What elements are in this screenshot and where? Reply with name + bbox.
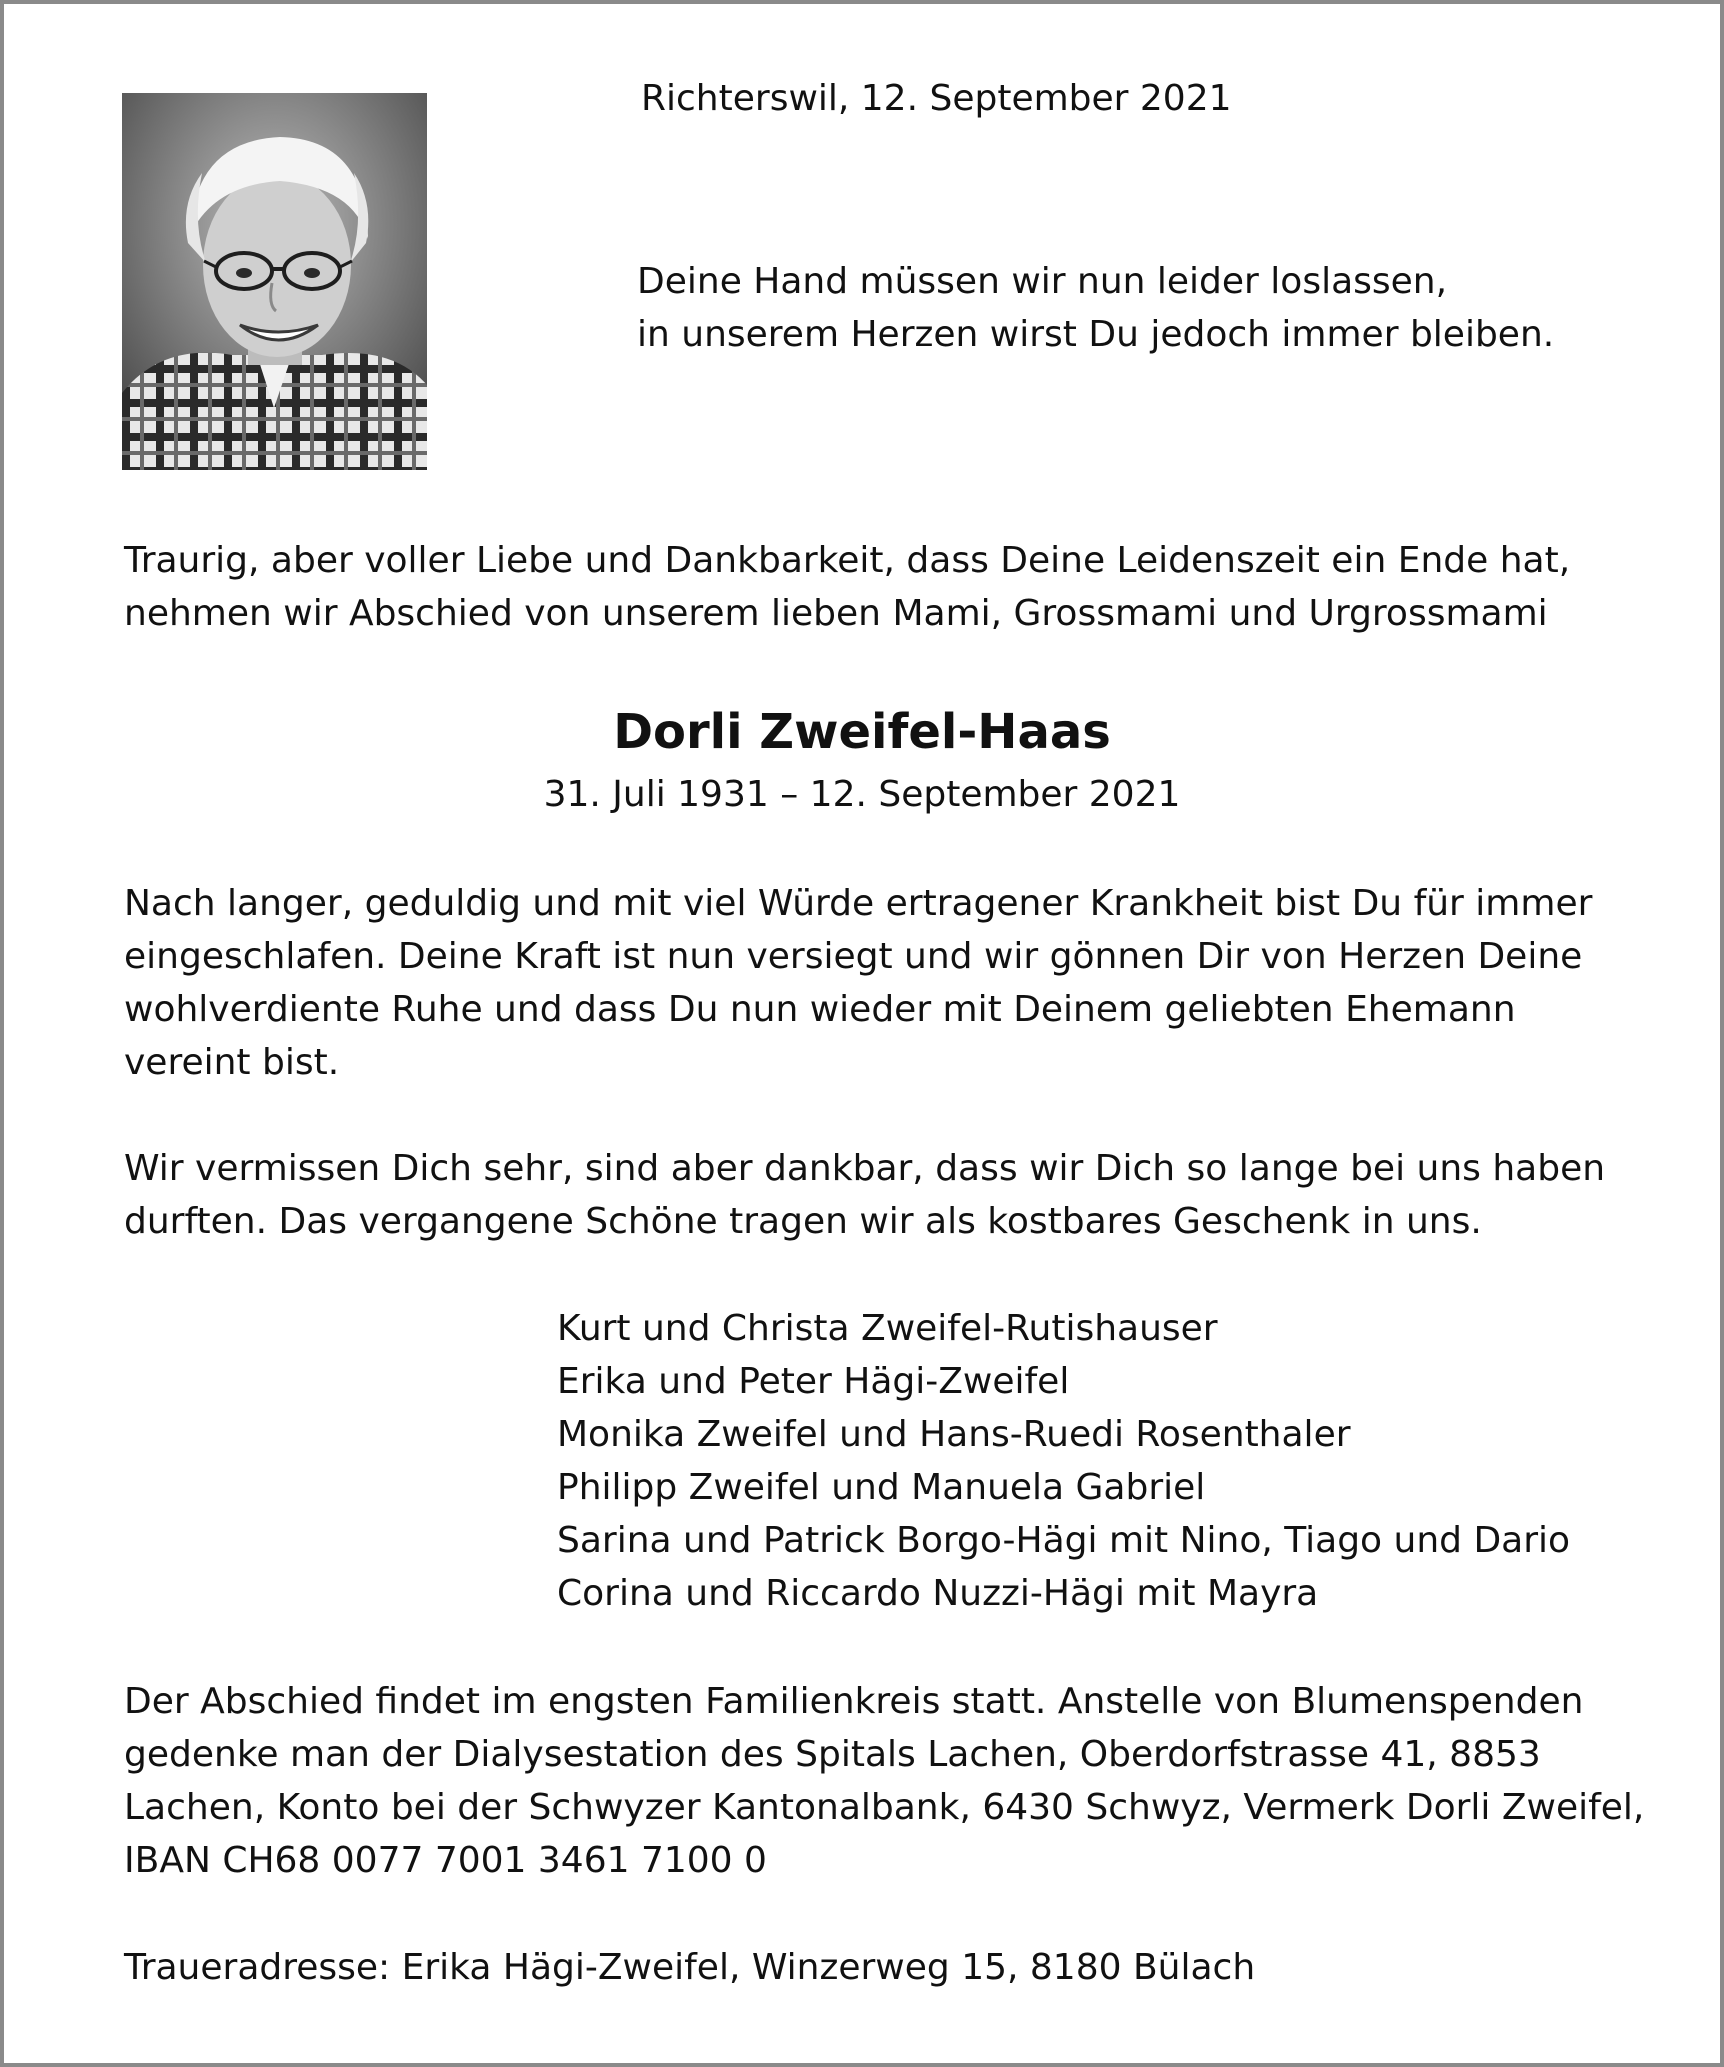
paragraph-line: Der Abschied findet im engsten Familienkreis statt. Anstelle von Blumenspenden (124, 1681, 1584, 1722)
paragraph-line: eingeschlafen. Deine Kraft ist nun versiegt und wir gönnen Dir von Herzen Deine (124, 936, 1583, 977)
paragraph-illness (124, 877, 1592, 1089)
family-member: Monika Zweifel und Hans-Ruedi Rosenthaler (557, 1414, 1351, 1455)
life-dates: 31. Juli 1931 – 12. September 2021 (543, 774, 1181, 815)
paragraph-gratitude (124, 1142, 1605, 1248)
family-member: Kurt und Christa Zweifel-Rutishauser (557, 1308, 1218, 1349)
paragraph-line: wohlverdiente Ruhe und dass Du nun wieder mit Deinem geliebten Ehemann (124, 989, 1516, 1030)
mourning-address: Traueradresse: Erika Hägi-Zweifel, Winzerweg 15, 8180 Bülach (124, 1947, 1256, 1988)
family-list (557, 1302, 1570, 1620)
quote-line: Deine Hand müssen wir nun leider loslassen, (637, 261, 1448, 302)
quote (637, 255, 1554, 361)
quote-line: in unserem Herzen wirst Du jedoch immer bleiben. (637, 314, 1555, 355)
paragraph-line: gedenke man der Dialysestation des Spitals Lachen, Oberdorfstrasse 41, 8853 (124, 1734, 1541, 1775)
paragraph-line: Nach langer, geduldig und mit viel Würde ertragener Krankheit bist Du für immer (124, 883, 1593, 924)
paragraph-line: IBAN CH68 0077 7001 3461 7100 0 (124, 1840, 767, 1881)
place-date: Richterswil, 12. September 2021 (641, 78, 1232, 119)
family-member: Corina und Riccardo Nuzzi-Hägi mit Mayra (557, 1573, 1319, 1614)
portrait-photo (122, 93, 427, 470)
intro-text (124, 534, 1570, 640)
deceased-name: Dorli Zweifel-Haas (613, 704, 1111, 760)
paragraph-line: Wir vermissen Dich sehr, sind aber dankbar, dass wir Dich so lange bei uns haben (124, 1148, 1606, 1189)
intro-line: Traurig, aber voller Liebe und Dankbarkeit, dass Deine Leidenszeit ein Ende hat, (124, 540, 1571, 581)
family-member: Philipp Zweifel und Manuela Gabriel (557, 1467, 1206, 1508)
paragraph-line: Lachen, Konto bei der Schwyzer Kantonalbank, 6430 Schwyz, Vermerk Dorli Zweifel, (124, 1787, 1645, 1828)
paragraph-line: vereint bist. (124, 1042, 340, 1083)
paragraph-donation (124, 1675, 1644, 1887)
family-member: Sarina und Patrick Borgo-Hägi mit Nino, Tiago und Dario (557, 1520, 1571, 1561)
paragraph-line: durften. Das vergangene Schöne tragen wir als kostbares Geschenk in uns. (124, 1201, 1482, 1242)
family-member: Erika und Peter Hägi-Zweifel (557, 1361, 1070, 1402)
intro-line: nehmen wir Abschied von unserem lieben Mami, Grossmami und Urgrossmami (124, 593, 1548, 634)
